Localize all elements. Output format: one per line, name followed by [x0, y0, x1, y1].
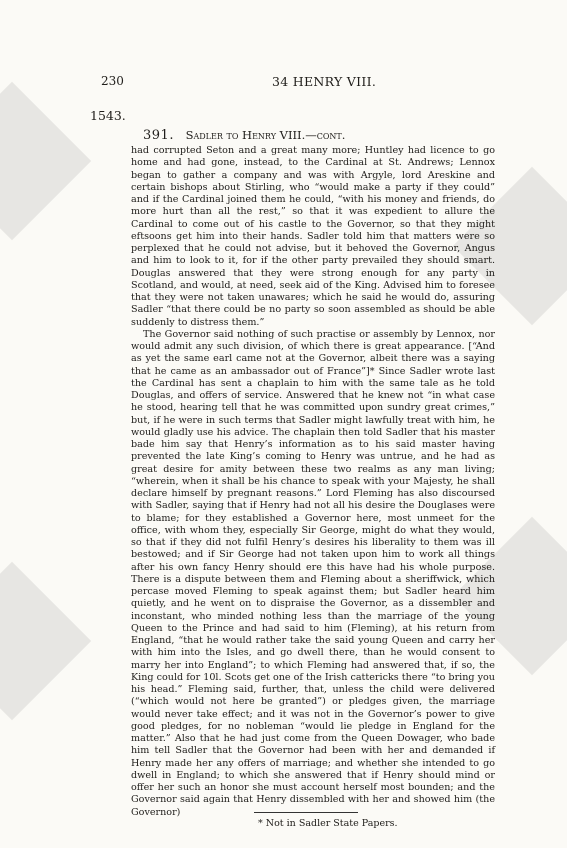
body-text: [131, 145, 495, 819]
paragraph: The Governor said nothing of such practise or assembly by Lennox, nor would admit any such division, of which there is great appearance. [“And as yet the same earl came not at the Governor, albeit there was a saying that he came as an ambassador out of France”]* Since Sadler wrote last the Cardinal has sent a chaplain to him with the same tale as he told Douglas, and offers of service. Answered that he knew not “in what case he stood, hearing tell that he was committed upon sundry great crimes,” but, if he were in such terms that Sadler might lawfully treat with him, he would gladly use his advice. The chaplain then told Sadler that his master bade him say that Henry’s information as to his said master having prevented the late King’s coming to Henry was untrue, and he had as great desire for amity between these two realms as any man living; “wherein, when it shall be his chance to speak with your Majesty, he shall declare himself by pregnant reasons.” Lord Fleming has also discoursed with Sadler, saying that if Henry had not all his desire the Douglases were to blame; for they established a Governor here, most unmeet for the office, with whom they, especially Sir George, might do what they would, so that if they did not fulfil Henry’s desires his liberality to them was ill bestowed; and if Sir George had not taken upon him to work all things after his own fancy Henry should ere this have had his whole purpose. There is a dispute between them and Fleming about a sheriffwick, which percase moved Fleming to speak against them; but Sadler heard him quietly, and he went on to dispraise the Governor, as a dissembler and inconstant, who minded nothing less than the marriage of the young Queen to the Prince and had said to him (Fleming), at his return from England, “that he would rather take the said young Queen and carry her with him into the Isles, and go dwell there, than he would consent to marry her into England”; to which Fleming had answered that, if so, the King could for 10l. Scots get one of the Irish cattericks there “to bring you his head.” Fleming said, further, that, unless the child were delivered (“which would not here be granted”) or pledges given, the marriage would never take effect; and it was not in the Governor’s power to give good pledges, for no nobleman “would lie pledge in England for the matter.” Also that he had just come from the Queen Dowager, who bade him tell Sadler that the Governor had been with her and demanded if Henry made her any offers of marriage; and whether she intended to go dwell in England; to which she answered that if Henry should mind or offer her such an honor she must account herself most bounden; and the Governor said again that Henry dissembled with her and showed him (the Governor): [131, 328, 495, 818]
paragraph: had corrupted Seton and a great many more; Huntley had licence to go home and had gone, instead, to the Cardinal at St. Andrews; Lennox began to gather a company and was with Argyle, lord Areskine and certain bishops about Stirling, who “would make a party if they could” and if the Cardinal joined them he could, “with his money and friends, do more hurt than all the rest,” so that it was expedient to allure the Cardinal to come out of his castle to the Governor, so that they might eftsoons get him into their hands. Sadler told him that matters were so perplexed that he could not advise, but it behoved the Governor, Angus and him to look to it, for if the other party prevailed they should smart. Douglas answered that they were strong enough for any party in Scotland, and would, at need, seek aid of the King. Advised him to foresee that they were not taken unawares; which he said he would do, assuring Sadler “that there could be no party so soon assembled as should be able suddenly to distress them.”: [131, 145, 495, 328]
page-header: [0, 74, 567, 90]
entry-title: Sadler to Henry VIII.—cont.: [185, 128, 346, 142]
watermark-shape: [0, 82, 91, 240]
running-title: 34 HENRY VIII.: [272, 74, 377, 89]
footnote-divider: [254, 812, 358, 813]
watermark-shape: [0, 562, 91, 720]
margin-year: 1543.: [90, 108, 126, 123]
footnote: * Not in Sadler State Papers.: [258, 818, 398, 829]
entry-heading: [143, 128, 345, 143]
entry-number: 391.: [143, 128, 174, 143]
page-number: 230: [101, 74, 124, 88]
